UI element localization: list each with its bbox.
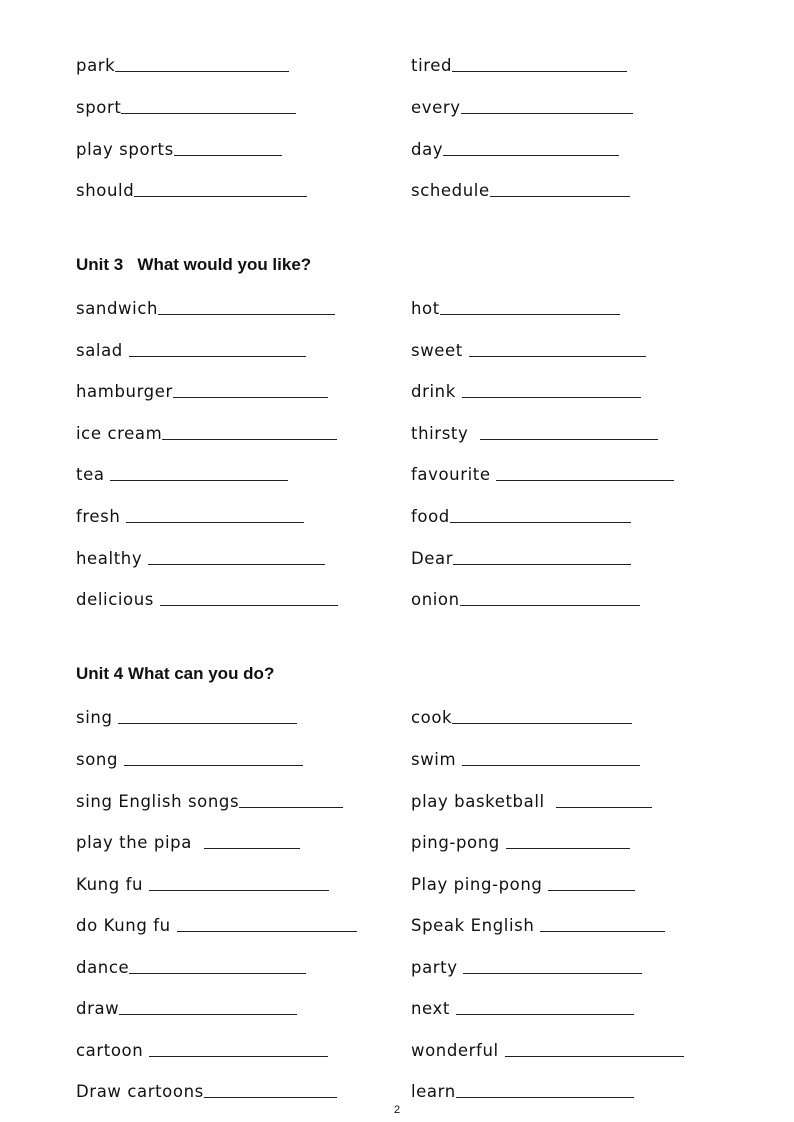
vocab-word: every xyxy=(411,98,461,117)
answer-blank[interactable] xyxy=(548,889,635,891)
vocab-row xyxy=(0,94,794,118)
vocab-word: salad xyxy=(76,341,129,360)
answer-blank[interactable] xyxy=(134,195,307,197)
vocab-row xyxy=(0,378,794,402)
vocab-item xyxy=(411,995,634,1019)
answer-blank[interactable] xyxy=(124,764,303,766)
vocab-word: sandwich xyxy=(76,299,159,318)
vocab-item xyxy=(411,1078,634,1102)
vocab-word: Kung fu xyxy=(76,875,149,894)
answer-blank[interactable] xyxy=(460,604,640,606)
answer-blank[interactable] xyxy=(556,806,652,808)
vocab-word: schedule xyxy=(411,181,490,200)
vocab-row xyxy=(0,871,794,895)
vocab-word: dance xyxy=(76,958,130,977)
vocab-item xyxy=(76,295,335,319)
answer-blank[interactable] xyxy=(463,972,642,974)
answer-blank[interactable] xyxy=(456,1096,634,1098)
vocab-word: Speak English xyxy=(411,916,541,935)
vocab-word: Draw cartoons xyxy=(76,1082,204,1101)
vocab-word: day xyxy=(411,140,444,159)
vocab-word: learn xyxy=(411,1082,456,1101)
vocab-word: tired xyxy=(411,56,453,75)
vocab-word: draw xyxy=(76,999,120,1018)
answer-blank[interactable] xyxy=(118,722,297,724)
vocab-word: ice cream xyxy=(76,424,163,443)
answer-blank[interactable] xyxy=(506,847,630,849)
vocab-item xyxy=(411,871,635,895)
answer-blank[interactable] xyxy=(173,396,328,398)
vocab-word: healthy xyxy=(76,549,149,568)
vocab-word: play sports xyxy=(76,140,174,159)
vocab-item xyxy=(411,461,674,485)
vocab-word: drink xyxy=(411,382,462,401)
vocab-item xyxy=(411,295,620,319)
vocab-item xyxy=(76,545,325,569)
answer-blank[interactable] xyxy=(174,154,282,156)
answer-blank[interactable] xyxy=(160,604,338,606)
vocab-item xyxy=(411,52,627,76)
answer-blank[interactable] xyxy=(450,521,631,523)
vocab-item xyxy=(76,503,304,527)
vocab-item xyxy=(76,1078,337,1102)
vocab-word: cartoon xyxy=(76,1041,150,1060)
vocab-row xyxy=(0,503,794,527)
vocab-item xyxy=(411,704,632,728)
answer-blank[interactable] xyxy=(121,112,296,114)
vocab-row xyxy=(0,177,794,201)
vocab-item xyxy=(411,829,630,853)
section-heading: Unit 4 What can you do? xyxy=(76,664,275,683)
answer-blank[interactable] xyxy=(456,1013,634,1015)
vocab-row xyxy=(0,420,794,444)
vocab-item xyxy=(411,1037,684,1061)
vocab-row xyxy=(0,788,794,812)
answer-blank[interactable] xyxy=(126,521,304,523)
vocab-word: sweet xyxy=(411,341,469,360)
vocab-item xyxy=(411,136,619,160)
answer-blank[interactable] xyxy=(149,889,329,891)
vocab-item xyxy=(411,378,641,402)
vocab-item xyxy=(76,337,306,361)
vocab-word: Play ping-pong xyxy=(411,875,549,894)
answer-blank[interactable] xyxy=(204,847,300,849)
vocab-item xyxy=(411,912,665,936)
vocab-item xyxy=(411,746,640,770)
vocab-word: food xyxy=(411,507,450,526)
vocab-row xyxy=(0,52,794,76)
vocab-word: fresh xyxy=(76,507,127,526)
answer-blank[interactable] xyxy=(480,438,658,440)
vocab-item xyxy=(411,503,631,527)
answer-blank[interactable] xyxy=(110,479,288,481)
vocab-row xyxy=(0,829,794,853)
vocab-word: should xyxy=(76,181,135,200)
vocab-word: next xyxy=(411,999,456,1018)
vocab-item xyxy=(76,912,357,936)
vocab-row xyxy=(0,704,794,728)
answer-blank[interactable] xyxy=(505,1055,684,1057)
vocab-item xyxy=(76,177,307,201)
vocab-word: party xyxy=(411,958,464,977)
vocab-row xyxy=(0,995,794,1019)
vocab-item xyxy=(76,704,297,728)
vocab-item xyxy=(411,954,642,978)
vocab-word: sing xyxy=(76,708,119,727)
vocab-item xyxy=(76,1037,328,1061)
answer-blank[interactable] xyxy=(149,1055,328,1057)
vocab-word: sport xyxy=(76,98,122,117)
vocab-word: hot xyxy=(411,299,440,318)
vocab-row xyxy=(0,136,794,160)
vocab-word: play the pipa xyxy=(76,833,204,852)
answer-blank[interactable] xyxy=(461,112,633,114)
vocab-item xyxy=(76,52,289,76)
vocab-item xyxy=(76,954,306,978)
vocab-row xyxy=(0,1078,794,1102)
vocab-word: thirsty xyxy=(411,424,481,443)
vocab-word: play basketball xyxy=(411,792,557,811)
vocab-word: cook xyxy=(411,708,453,727)
vocab-item xyxy=(76,461,288,485)
vocab-item xyxy=(76,94,296,118)
vocab-word: delicious xyxy=(76,590,160,609)
vocab-word: park xyxy=(76,56,116,75)
answer-blank[interactable] xyxy=(469,355,646,357)
answer-blank[interactable] xyxy=(204,1096,337,1098)
answer-blank[interactable] xyxy=(443,154,619,156)
vocab-item xyxy=(76,829,300,853)
vocab-item xyxy=(411,788,652,812)
page-number: 2 xyxy=(393,1104,401,1116)
answer-blank[interactable] xyxy=(540,930,665,932)
vocab-item xyxy=(76,378,328,402)
answer-blank[interactable] xyxy=(453,563,631,565)
vocab-word: sing English songs xyxy=(76,792,240,811)
vocab-word: do Kung fu xyxy=(76,916,177,935)
vocab-row xyxy=(0,461,794,485)
answer-blank[interactable] xyxy=(115,70,289,72)
vocab-item xyxy=(411,586,640,610)
vocab-word: tea xyxy=(76,465,111,484)
answer-blank[interactable] xyxy=(452,722,632,724)
vocab-word: Dear xyxy=(411,549,454,568)
vocab-row xyxy=(0,337,794,361)
vocab-word: wonderful xyxy=(411,1041,505,1060)
vocab-item xyxy=(411,420,658,444)
vocab-item xyxy=(76,871,329,895)
vocab-item xyxy=(76,586,338,610)
vocab-row xyxy=(0,1037,794,1061)
vocab-item xyxy=(76,995,297,1019)
vocab-row xyxy=(0,295,794,319)
answer-blank[interactable] xyxy=(452,70,627,72)
section-heading: Unit 3 What would you like? xyxy=(76,255,312,274)
answer-blank[interactable] xyxy=(129,355,306,357)
answer-blank[interactable] xyxy=(462,764,640,766)
vocab-row xyxy=(0,545,794,569)
vocab-row xyxy=(0,954,794,978)
answer-blank[interactable] xyxy=(440,313,620,315)
answer-blank[interactable] xyxy=(496,479,674,481)
answer-blank[interactable] xyxy=(129,972,306,974)
vocab-item xyxy=(411,337,646,361)
vocab-word: hamburger xyxy=(76,382,173,401)
vocab-row xyxy=(0,746,794,770)
vocab-word: song xyxy=(76,750,124,769)
answer-blank[interactable] xyxy=(462,396,641,398)
vocab-item xyxy=(76,788,343,812)
answer-blank[interactable] xyxy=(239,806,343,808)
answer-blank[interactable] xyxy=(119,1013,297,1015)
answer-blank[interactable] xyxy=(490,195,630,197)
vocab-row xyxy=(0,586,794,610)
vocab-item xyxy=(411,545,631,569)
answer-blank[interactable] xyxy=(148,563,325,565)
vocab-word: ping-pong xyxy=(411,833,506,852)
vocab-item xyxy=(411,94,633,118)
vocab-item xyxy=(76,136,282,160)
vocab-word: favourite xyxy=(411,465,497,484)
answer-blank[interactable] xyxy=(158,313,335,315)
vocab-row xyxy=(0,912,794,936)
vocab-word: swim xyxy=(411,750,462,769)
answer-blank[interactable] xyxy=(162,438,337,440)
answer-blank[interactable] xyxy=(177,930,357,932)
vocab-item xyxy=(411,177,630,201)
vocab-item xyxy=(76,746,303,770)
vocab-item xyxy=(76,420,337,444)
vocab-word: onion xyxy=(411,590,460,609)
